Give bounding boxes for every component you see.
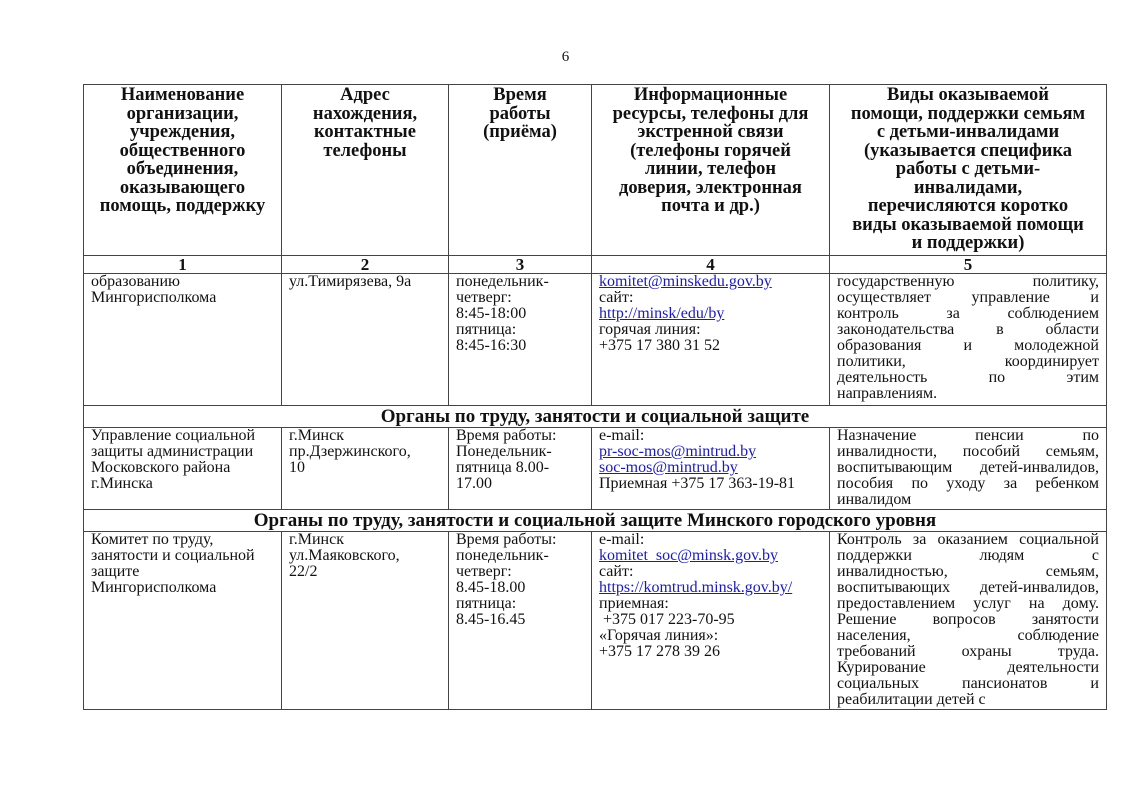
- address-cell: [282, 532, 449, 710]
- text-line: ул.Маяковского,: [289, 547, 400, 564]
- text-line: государственную политику,: [837, 273, 1099, 290]
- hours-cell: [449, 274, 592, 406]
- email-link[interactable]: pr-soc-mos@mintrud.by: [599, 443, 757, 460]
- text-line: Контроль за оказанием социальной: [837, 531, 1099, 548]
- text-line: г.Минск: [289, 427, 344, 444]
- text-line: Время работы:: [456, 531, 557, 548]
- section-row: [84, 406, 1107, 428]
- text-line: населения, соблюдение: [837, 627, 1099, 644]
- info-cell: [592, 274, 830, 406]
- text-line: Курирование деятельности: [837, 659, 1099, 676]
- text-line: доверия, электронная: [619, 177, 802, 198]
- text-line: политики, координирует: [837, 353, 1099, 370]
- text-line: помощи, поддержки семьям: [850, 103, 1086, 124]
- text-line: Назначение пенсии по: [837, 427, 1099, 444]
- text-line: инвалидом: [837, 491, 912, 508]
- text-line: занятости и социальной: [91, 547, 255, 564]
- text-line: 17.00: [456, 475, 492, 492]
- text-line: деятельность по этим: [837, 369, 1099, 386]
- text-line: (указывается специфика: [863, 140, 1073, 161]
- text-line: Наименование: [120, 85, 245, 105]
- header-row: [84, 85, 1107, 256]
- services-cell: [830, 428, 1107, 510]
- email-link[interactable]: soc-mos@mintrud.by: [599, 459, 738, 476]
- text-line: инвалидами,: [913, 177, 1023, 198]
- info-cell: [592, 428, 830, 510]
- text-line: поддержки людям с: [837, 547, 1099, 564]
- email-link[interactable]: komitet_soc@minsk.gov.by: [599, 547, 779, 564]
- text-line: общественного: [119, 140, 246, 161]
- org-name-cell: [84, 532, 282, 710]
- text-line: перечисляются коротко: [867, 196, 1069, 216]
- reception-phone: Приемная +375 17 363-19-81: [599, 475, 796, 492]
- text-line: Мингорисполкома: [91, 289, 217, 306]
- text-line: образования и молодежной: [837, 337, 1099, 354]
- text-line: 10: [289, 459, 305, 476]
- reception-phone: +375 017 223-70-95: [599, 611, 735, 628]
- text-line: пособия по уходу за ребенком: [837, 475, 1099, 492]
- column-number: 4: [592, 256, 830, 274]
- section-row: [84, 510, 1107, 532]
- text-line: г.Минска: [91, 475, 153, 492]
- text-line: пятница:: [456, 595, 517, 612]
- text-line: экстренной связи: [637, 122, 784, 142]
- text-line: предоставлением услуг на дому.: [837, 595, 1099, 612]
- text-line: понедельник-: [456, 547, 549, 564]
- text-line: ресурсы, телефоны для: [612, 103, 809, 124]
- text-line: г.Минск: [289, 531, 344, 548]
- header-hours: [449, 85, 592, 256]
- text-line: Время: [493, 85, 547, 105]
- text-line: Управление социальной: [91, 427, 256, 444]
- text-line: линии, телефон: [644, 159, 777, 179]
- text-line: Решение вопросов занятости: [837, 611, 1099, 628]
- text-line: образованию: [91, 273, 180, 290]
- page-number: 6: [561, 49, 570, 65]
- table-row-moscow-district: [84, 428, 1107, 510]
- text-line: Понедельник-: [456, 443, 552, 460]
- text-line: 8.45-16.45: [456, 611, 526, 628]
- text-line: и поддержки): [911, 233, 1025, 253]
- text-line: оказывающего: [119, 177, 246, 198]
- org-name-cell: [84, 428, 282, 510]
- text-line: реабилитации детей с: [837, 691, 986, 708]
- header-organization: [84, 85, 282, 256]
- text-line: ул.Тимирязева, 9а: [289, 273, 412, 290]
- services-cell: [830, 274, 1107, 406]
- column-number: 3: [449, 256, 592, 274]
- text-line: Адрес: [340, 85, 390, 105]
- text-line: виды оказываемой помощи: [852, 214, 1084, 235]
- hotline-phone: +375 17 278 39 26: [599, 643, 721, 660]
- text-line: 8.45-18.00: [456, 579, 526, 596]
- text-line: осуществляет управление и: [837, 289, 1099, 306]
- text-line: (телефоны горячей: [630, 140, 791, 161]
- text-line: контактные: [314, 122, 416, 142]
- org-name-cell: [84, 274, 282, 406]
- text-line: с детьми-инвалидами: [876, 122, 1060, 142]
- section-title-labor: Органы по труду, занятости и социальной защите: [84, 406, 1107, 428]
- hours-cell: [449, 428, 592, 510]
- reception-label: приемная:: [599, 595, 669, 612]
- organizations-table: [83, 84, 1107, 710]
- text-line: Время работы:: [456, 427, 557, 444]
- text-line: почта и др.): [661, 196, 760, 216]
- column-number: 5: [830, 256, 1107, 274]
- header-address: [282, 85, 449, 256]
- text-line: направлениям.: [837, 385, 938, 402]
- text-line: контроль за соблюдением: [837, 305, 1099, 322]
- text-line: четверг:: [456, 563, 512, 580]
- text-line: работы: [489, 103, 551, 124]
- text-line: социальных пансионатов и: [837, 675, 1099, 692]
- section-title-city-level: Органы по труду, занятости и социальной защите Минского городского уровня: [84, 510, 1107, 532]
- site-link[interactable]: http://minsk/edu/by: [599, 305, 725, 322]
- hotline-phone: +375 17 380 31 52: [599, 337, 721, 354]
- text-line: нахождения,: [312, 103, 418, 124]
- hotline-label: горячая линия:: [599, 321, 701, 338]
- text-line: воспитывающим детей-инвалидов,: [837, 459, 1099, 476]
- text-line: Комитет по труду,: [91, 531, 214, 548]
- text-line: пр.Дзержинского,: [289, 443, 411, 460]
- text-line: объединения,: [126, 159, 239, 179]
- text-line: требований охраны труда.: [837, 643, 1099, 660]
- column-number: 2: [282, 256, 449, 274]
- column-number: 1: [84, 256, 282, 274]
- text-line: Информационные: [633, 85, 788, 105]
- text-line: работы с детьми-: [895, 159, 1041, 179]
- text-line: Мингорисполкома: [91, 579, 217, 596]
- column-number-row: [84, 256, 1107, 274]
- email-label: e-mail:: [599, 531, 645, 548]
- text-line: защите: [91, 563, 140, 580]
- text-line: учреждения,: [129, 122, 236, 142]
- text-line: 8:45-16:30: [456, 337, 527, 354]
- table-row-education-committee: [84, 274, 1107, 406]
- site-link[interactable]: https://komtrud.minsk.gov.by/: [599, 579, 793, 596]
- text-line: Виды оказываемой: [887, 85, 1049, 105]
- text-line: помощь, поддержку: [99, 196, 266, 216]
- table-row-labor-committee: [84, 532, 1107, 710]
- text-line: (приёма): [483, 122, 557, 142]
- text-line: 8:45-18:00: [456, 305, 527, 322]
- hotline-label: «Горячая линия»:: [599, 627, 719, 644]
- text-line: понедельник-: [456, 273, 549, 290]
- text-line: воспитывающих детей-инвалидов,: [837, 579, 1099, 596]
- site-label: сайт:: [599, 289, 634, 306]
- text-line: инвалидности, пособий семьям,: [837, 443, 1099, 460]
- header-info-resources: [592, 85, 830, 256]
- info-cell: [592, 532, 830, 710]
- text-line: защиты администрации: [91, 443, 254, 460]
- site-label: сайт:: [599, 563, 634, 580]
- text-line: 22/2: [289, 563, 318, 580]
- address-cell: [282, 274, 449, 406]
- hours-cell: [449, 532, 592, 710]
- text-line: четверг:: [456, 289, 512, 306]
- text-line: организации,: [126, 103, 239, 124]
- text-line: Московского района: [91, 459, 231, 476]
- text-line: пятница:: [456, 321, 517, 338]
- text-line: инвалидностью, семьям,: [837, 563, 1099, 580]
- email-link[interactable]: komitet@minskedu.gov.by: [599, 273, 772, 290]
- services-cell: [830, 532, 1107, 710]
- email-label: e-mail:: [599, 427, 645, 444]
- text-line: телефоны: [323, 140, 407, 161]
- text-line: законодательства в области: [837, 321, 1099, 338]
- address-cell: [282, 428, 449, 510]
- text-line: пятница 8.00-: [456, 459, 550, 476]
- header-services: [830, 85, 1107, 256]
